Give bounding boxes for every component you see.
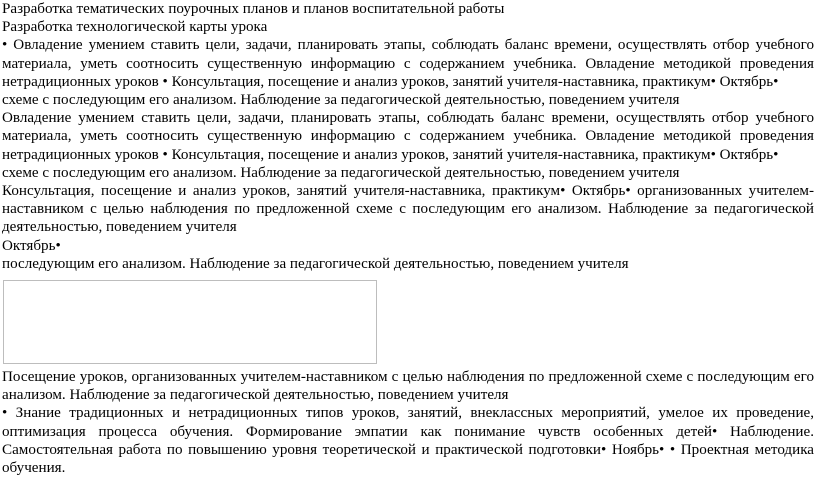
- document-subtitle: Разработка технологической карты урока: [2, 19, 268, 36]
- empty-frame: [3, 280, 377, 364]
- text-block-1: • Овладение умением ставить цели, задачи, планировать этапы, соблюдать баланс времени, осуществлять отбор учебного материала, уметь соотносить существенную информацию с содержанием учебника. Овладение методикой проведения нетрадиционных уроков • Консультация, посещение и анализ уроков, занятий учителя-наставника, практикум• Октябрь•: [2, 37, 814, 90]
- text-block-5: Посещение уроков, организованных учителем-наставником с целью наблюдения по предложенной схеме с последующим его анализом. Наблюдение за педагогической деятельностью, поведением учителя: [2, 369, 814, 404]
- text-block-1-tail: схеме с последующим его анализом. Наблюдение за педагогической деятельностью, поведением учителя: [2, 92, 680, 109]
- text-block-4-tail: последующим его анализом. Наблюдение за педагогической деятельностью, поведением учителя: [2, 255, 629, 272]
- text-block-6: • Знание традиционных и нетрадиционных типов уроков, занятий, внеклассных мероприятий, умелое их проведение, оптимизация процесса обучения. Формирование эмпатии как понимание чувств особенных детей• Наблюдение. Самостоятельная работа по повышению уровня теоретической и практической подготовки• Ноябрь• • Проектная методика обучения.: [2, 405, 814, 477]
- text-block-2-tail: схеме с последующим его анализом. Наблюдение за педагогической деятельностью, поведением учителя: [2, 164, 680, 181]
- text-block-2: Овладение умением ставить цели, задачи, планировать этапы, соблюдать баланс времени, осуществлять отбор учебного материала, уметь соотносить существенную информацию с содержанием учебника. Овладение методикой проведения нетрадиционных уроков • Консультация, посещение и анализ уроков, занятий учителя-наставника, практикум• Октябрь•: [2, 110, 814, 163]
- document-page: [2, 0, 814, 477]
- document-title: Разработка тематических поурочных планов и планов воспитательной работы: [2, 1, 505, 17]
- text-block-3: Консультация, посещение и анализ уроков, занятий учителя-наставника, практикум• Октябрь• организованных учителем-наставником с целью наблюдения по предложенной схеме с последующим его анализом. Наблюдение за педагогической деятельностью, поведением учителя: [2, 183, 814, 236]
- text-block-4: Октябрь•: [2, 237, 61, 254]
